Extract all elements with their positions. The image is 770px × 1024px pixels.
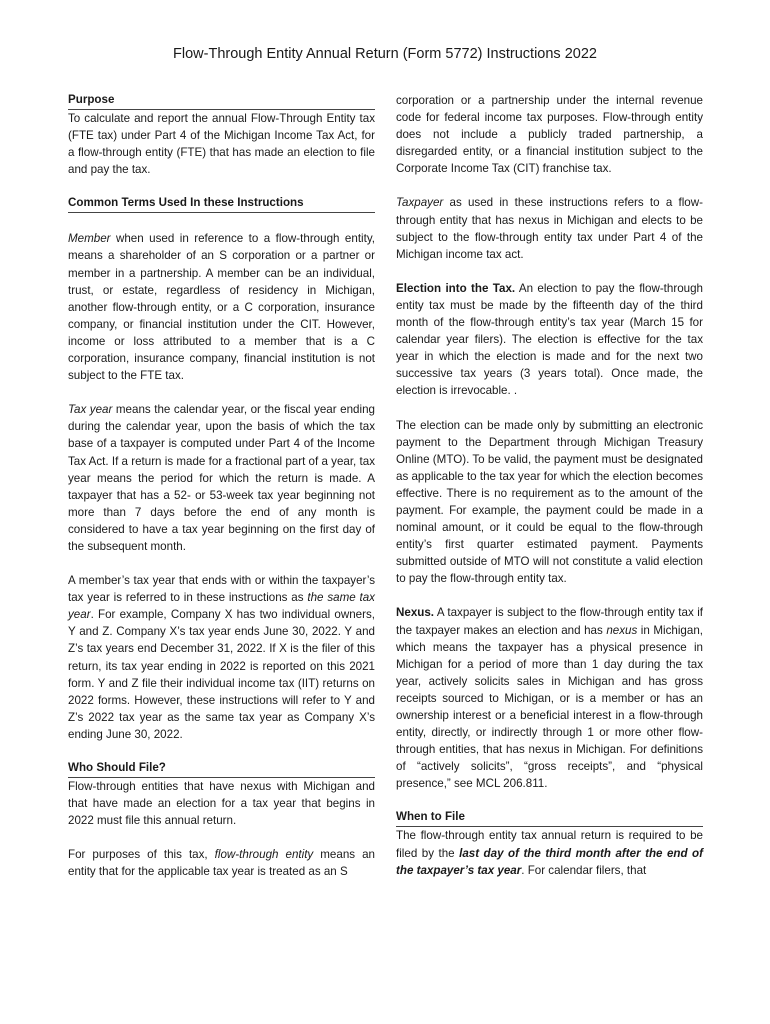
when-to-file-paragraph <box>396 827 703 878</box>
nexus-heading: Nexus. <box>396 606 435 620</box>
member-term: Member <box>68 232 111 246</box>
continued-paragraph: corporation or a partnership under the internal revenue code for federal income tax purposes. Flow-through entity does not include a publicly traded partnership, a disregarded entity, or a financial institution subject to the Corporate Income Tax (CIT) franchise tax. <box>396 94 703 176</box>
same-tax-year-term: the same tax year <box>68 591 375 622</box>
nexus-text-b: in Michigan, which means the taxpayer has a physical presence in Michigan for a period of more than 1 day during the tax year, actively solicits sales in Michigan and has gross receipts sourced to Michigan, or is a member or has an ownership interest or a beneficial interest in a flow-through entity, directly, or indirectly through 1 or more other flow-through entities, that has nexus in Michigan. For definitions of “actively solicits”, “gross receipts”, and “physical presence,” see MCL 206.811. <box>396 623 703 791</box>
fte-definition-paragraph <box>68 846 375 880</box>
common-terms-heading: Common Terms Used In these Instructions <box>68 195 375 213</box>
tax-year-text: means the calendar year, or the fiscal year ending during the calendar year, upon the basis of which the tax base of a taxpayer is computed under Part 4 of the Income Tax Act. If a return is made for a fractional part of a year, tax year means the period for which the return is made. A taxpayer that has a 52- or 53-week tax year beginning not more than 7 days before the end of any month is considered to have a tax year beginning on the first day of the subsequent month. <box>68 403 375 553</box>
taxpayer-text: as used in these instructions refers to a flow-through entity that has nexus in Michigan and elects to be subject to the flow-through entity tax under Part 4 of the Michigan income tax act. <box>396 196 703 261</box>
member-paragraph <box>68 230 375 384</box>
election-heading: Election into the Tax. <box>396 281 516 295</box>
when-deadline-term: last day of the third month after the end of the taxpayer’s tax year <box>396 846 703 877</box>
election-text: An election to pay the flow-through entity tax must be made by the fifteenth day of the third month of the flow-through entity’s tax year (March 15 for calendar year filers). The election is effective for the tax year in which the election is made and for the next two successive tax years (3 years total). Once made, the election is irrevocable. . <box>396 281 704 398</box>
when-to-file-heading: When to File <box>396 809 703 827</box>
right-column <box>396 92 703 879</box>
nexus-term: nexus <box>606 623 638 637</box>
nexus-text-a: A taxpayer is subject to the flow-through entity tax if the taxpayer makes an election and has <box>396 606 703 637</box>
fte-text-a: For purposes of this tax, <box>68 848 215 862</box>
fte-term: flow-through entity <box>214 848 314 862</box>
page-title: Flow-Through Entity Annual Return (Form 5772) Instructions 2022 <box>173 46 597 62</box>
left-column <box>68 92 375 880</box>
purpose-paragraph: To calculate and report the annual Flow-Through Entity tax (FTE tax) under Part 4 of the Michigan Income Tax Act, for a flow-through entity (FTE) that has made an election to file and pay the tax. <box>68 112 375 177</box>
mto-paragraph: The election can be made only by submitting an electronic payment to the Department through Michigan Treasury Online (MTO). To be valid, the payment must be designated as applicable to the tax year for which the election becomes effective. There is no requirement as to the amount of the payment. For example, the payment could be made in a nominal amount, or it could be equal to the flow-through entity’s first quarter estimated payment. Payments submitted outside of MTO will not constitute a valid election to pay the flow-through entity tax. <box>396 418 703 586</box>
same-tax-year-text-b: . For example, Company X has two individual owners, Y and Z. Company X’s tax year ends June 30, 2022. Y and Z’s tax years end December 31, 2022. If X is the filer of this return, its tax year ending in 2022 is reported on this 2021 form. Y and Z file their individual income tax (IIT) returns on 2022 forms. However, these instructions will refer to Y and Z’s 2022 tax year as the same tax year as Company X’s ending June 30, 2022. <box>68 608 375 741</box>
tax-year-paragraph <box>68 401 375 555</box>
taxpayer-paragraph <box>396 194 703 262</box>
who-should-file-heading: Who Should File? <box>68 760 375 778</box>
nexus-paragraph <box>396 604 703 792</box>
purpose-heading: Purpose <box>68 92 375 110</box>
when-text-b: . For calendar filers, that <box>521 863 647 877</box>
fte-text-b: means an entity that for the applicable tax year is treated as an S <box>68 848 376 879</box>
election-paragraph <box>396 280 703 400</box>
tax-year-term: Tax year <box>68 403 113 417</box>
same-tax-year-text-a: A member’s tax year that ends with or within the taxpayer’s tax year is referred to in these instructions as <box>68 574 375 605</box>
taxpayer-term: Taxpayer <box>396 196 444 210</box>
same-tax-year-paragraph <box>68 572 375 743</box>
member-text: when used in reference to a flow-through entity, means a shareholder of an S corporation or a partner or member in a partnership. A member can be an individual, trust, or estate, regardless of residency in Michigan, another flow-through entity, or a C corporation, insurance company, or financial institution under the CIT. However, income or loss attributed to a member that is a C corporation, insurance company, financial institution is not subject to the FTE tax. <box>68 232 375 383</box>
who-should-file-paragraph: Flow-through entities that have nexus with Michigan and that have made an election for a tax year that begins in 2022 must file this annual return. <box>68 780 375 828</box>
when-text-a: The flow-through entity tax annual return is required to be filed by the <box>396 829 703 860</box>
